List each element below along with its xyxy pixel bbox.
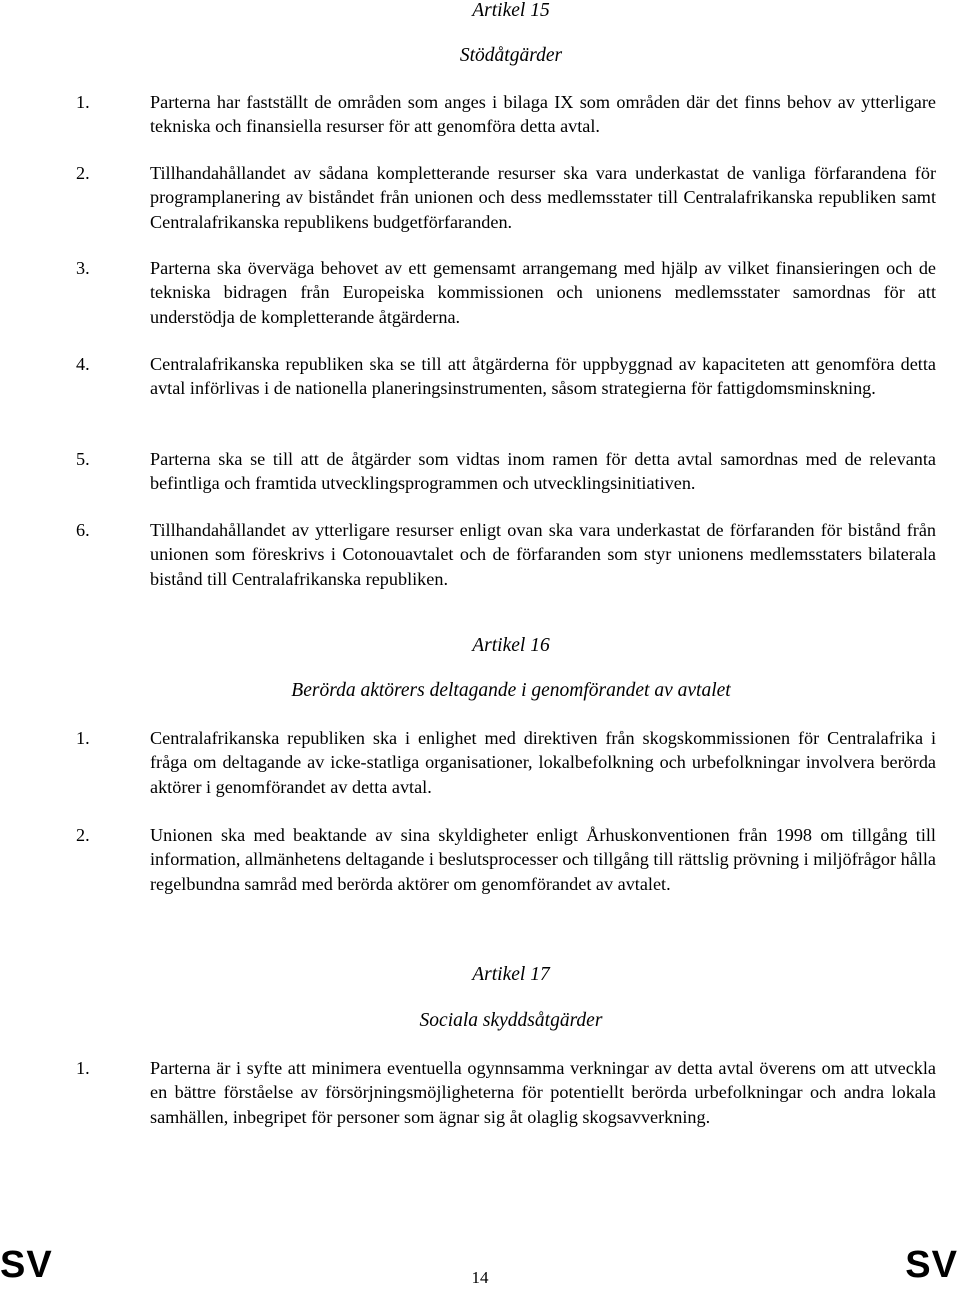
- article-15-paragraph-5: [76, 447, 936, 496]
- article-15-paragraph-1: [76, 90, 936, 139]
- paragraph-number: 3.: [76, 258, 90, 278]
- paragraph-number: 1.: [76, 728, 90, 748]
- paragraph-text: Parterna ska överväga behovet av ett gemensamt arrangemang med hjälp av vilket finansieringen och de tekniska bidragen från Europeiska kommissionen och unionens medlemsstater samordnas för att understödja de kompletterande åtgärderna.: [150, 258, 936, 327]
- article-17-title: Artikel 17: [472, 964, 550, 985]
- article-15-paragraph-3: [76, 256, 936, 329]
- paragraph-text: Tillhandahållandet av sådana kompletterande resurser ska vara underkastat de vanliga förfarandena för programplanering av biståndet från unionen och dess medlemsstater till Centralafrikanska republiken samt Centralafrikanska republikens budgetförfaranden.: [150, 163, 936, 232]
- paragraph-text: Parterna är i syfte att minimera eventuella ogynnsamma verkningar av detta avtal överens om att utveckla en bättre förståelse av försörjningsmöjligheterna för potentiellt berörda urbefolkningar och andra lokala samhällen, inbegripet för personer som ägnar sig åt olaglig skogsavverkning.: [150, 1058, 936, 1127]
- paragraph-number: 1.: [76, 92, 90, 112]
- article-16-paragraph-1: [76, 726, 936, 799]
- paragraph-number: 5.: [76, 449, 90, 469]
- article-15-title: Artikel 15: [472, 0, 550, 21]
- article-16-title: Artikel 16: [472, 635, 550, 656]
- article-15-paragraph-2: [76, 161, 936, 234]
- article-15-subtitle: Stödåtgärder: [459, 45, 563, 66]
- paragraph-text: Centralafrikanska republiken ska i enlighet med direktiven från skogskommissionen för Centralafrika i fråga om deltagande av icke-statliga organisationer, lokalbefolkning och urbefolkningar involvera berörda aktörer i genomförandet av detta avtal.: [150, 728, 936, 797]
- page-number: 14: [471, 1268, 489, 1287]
- paragraph-number: 4.: [76, 354, 90, 374]
- paragraph-number: 2.: [76, 163, 90, 183]
- paragraph-text: Tillhandahållandet av ytterligare resurser enligt ovan ska vara underkastat de förfaranden för bistånd från unionen som föreskrivs i Cotonouavtalet och de förfaranden som styr unionens medlemsstaters bilaterala bistånd till Centralafrikanska republiken.: [150, 520, 936, 589]
- article-17-paragraph-1: [76, 1056, 936, 1129]
- article-16-paragraph-2: [76, 823, 936, 896]
- paragraph-number: 1.: [76, 1058, 90, 1078]
- paragraph-number: 2.: [76, 825, 90, 845]
- article-17-subtitle: Sociala skyddsåtgärder: [419, 1010, 603, 1031]
- paragraph-text: Parterna ska se till att de åtgärder som vidtas inom ramen för detta avtal samordnas med de relevanta befintliga och framtida utvecklingsprogrammen och utvecklingsinitiativen.: [150, 449, 936, 494]
- paragraph-text: Unionen ska med beaktande av sina skyldigheter enligt Århuskonventionen från 1998 om tillgång till information, allmänhetens deltagande i beslutsprocesser och tillgång till rättslig prövning i miljöfrågor hålla regelbundna samråd med berörda aktörer om genomförandet av avtalet.: [150, 825, 936, 894]
- language-code-right: SV: [905, 1244, 958, 1286]
- article-15-paragraph-6: [76, 518, 936, 591]
- article-16-subtitle: Berörda aktörers deltagande i genomförandet av avtalet: [291, 680, 731, 701]
- article-15-paragraph-4: [76, 352, 936, 401]
- paragraph-text: Centralafrikanska republiken ska se till att åtgärderna för uppbyggnad av kapaciteten att genomföra detta avtal införlivas i de nationella planeringsinstrumenten, såsom strategierna för fattigdomsminskning.: [150, 354, 936, 399]
- language-code-left: SV: [0, 1244, 53, 1286]
- paragraph-text: Parterna har fastställt de områden som anges i bilaga IX som områden där det finns behov av ytterligare tekniska och finansiella resurser för att genomföra detta avtal.: [150, 92, 936, 137]
- paragraph-number: 6.: [76, 520, 90, 540]
